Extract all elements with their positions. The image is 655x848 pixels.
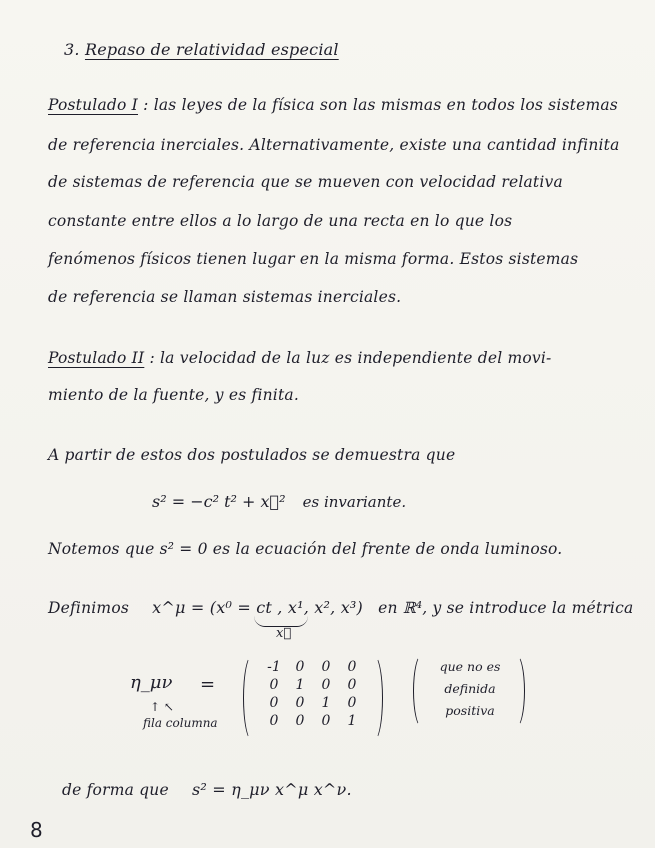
matrix-cell: 0 — [347, 677, 357, 693]
matrix-cell: 0 — [321, 713, 331, 729]
postulate1-line-3: de sistemas de referencia que se mueven con velocidad relativa — [48, 173, 563, 191]
matrix-cell: 0 — [295, 659, 305, 675]
matrix-cell: 0 — [295, 695, 305, 711]
page-number: 8 — [30, 818, 43, 842]
postulate2-line-2: miento de la fuente, y es finita. — [48, 386, 299, 404]
side-left-paren — [413, 654, 431, 728]
interval-formula: s² = −c² t² + x⃗² es invariante. — [152, 492, 407, 511]
postulate2-line-1: Postulado II : la velocidad de la luz es independiente del movi- — [48, 349, 552, 367]
postulate1-line-4: constante entre ellos a lo largo de una recta en lo que los — [48, 212, 513, 230]
side-note-text: que no es definida positiva — [439, 659, 501, 718]
matrix-cell: 0 — [321, 659, 331, 675]
postulate1-label: Postulado I — [48, 96, 139, 114]
matrix-cell: 0 — [269, 677, 279, 693]
postulate1-line-6: de referencia se llaman sistemas inerciales. — [48, 288, 402, 306]
left-paren — [243, 655, 261, 741]
wavefront-note: Notemos que s² = 0 es la ecuación del frente de onda luminoso. — [48, 540, 563, 558]
matrix-cell: 1 — [347, 713, 357, 729]
metric-matrix — [243, 655, 383, 739]
section-heading — [64, 40, 339, 59]
eta-symbol: η_μν — [130, 672, 173, 693]
interval-note: es invariante. — [302, 493, 407, 511]
side-right-paren — [507, 654, 525, 728]
index-arrows: ↑ ↖ — [150, 700, 174, 714]
definition-line — [48, 598, 633, 617]
matrix-cell: -1 — [267, 659, 281, 675]
closing-line — [62, 780, 352, 799]
section-title: Repaso de relatividad especial — [84, 40, 339, 59]
define-word: Definimos — [48, 599, 130, 617]
matrix-cell: 1 — [295, 677, 305, 693]
matrix-cell: 0 — [295, 713, 305, 729]
section-number: 3. — [64, 40, 80, 59]
matrix-cell: 1 — [321, 695, 331, 711]
matrix-cell: 0 — [347, 695, 357, 711]
r4-text: en ℝ⁴, y se introduce la métrica — [378, 599, 634, 617]
matrix-cell: 0 — [269, 695, 279, 711]
postulate1-line-1: Postulado I : las leyes de la física son las mismas en todos los sistemas — [48, 96, 618, 114]
right-paren — [365, 655, 383, 741]
matrix-grid — [261, 659, 365, 729]
side-note — [413, 654, 525, 726]
postulate2-label: Postulado II — [48, 349, 145, 367]
x-vector-label: x⃗ — [276, 626, 292, 641]
postulate1-line-5: fenómenos físicos tienen lugar en la misma forma. Estos sistemas — [48, 250, 579, 268]
closing-text: de forma que — [62, 781, 169, 799]
postulate1-line-2: de referencia inerciales. Alternativamente, existe una cantidad infinita — [48, 136, 620, 154]
matrix-cell: 0 — [269, 713, 279, 729]
matrix-cell: 0 — [321, 677, 331, 693]
intro-text: A partir de estos dos postulados se demuestra que — [48, 446, 456, 464]
fila-columna-label: fila columna — [143, 716, 218, 730]
xmu-formula: x^μ = (x⁰ = ct , x¹, x², x³) — [152, 598, 363, 617]
matrix-cell: 0 — [347, 659, 357, 675]
equals-sign: = — [200, 674, 216, 695]
closing-formula: s² = η_μν x^μ x^ν. — [191, 780, 352, 799]
